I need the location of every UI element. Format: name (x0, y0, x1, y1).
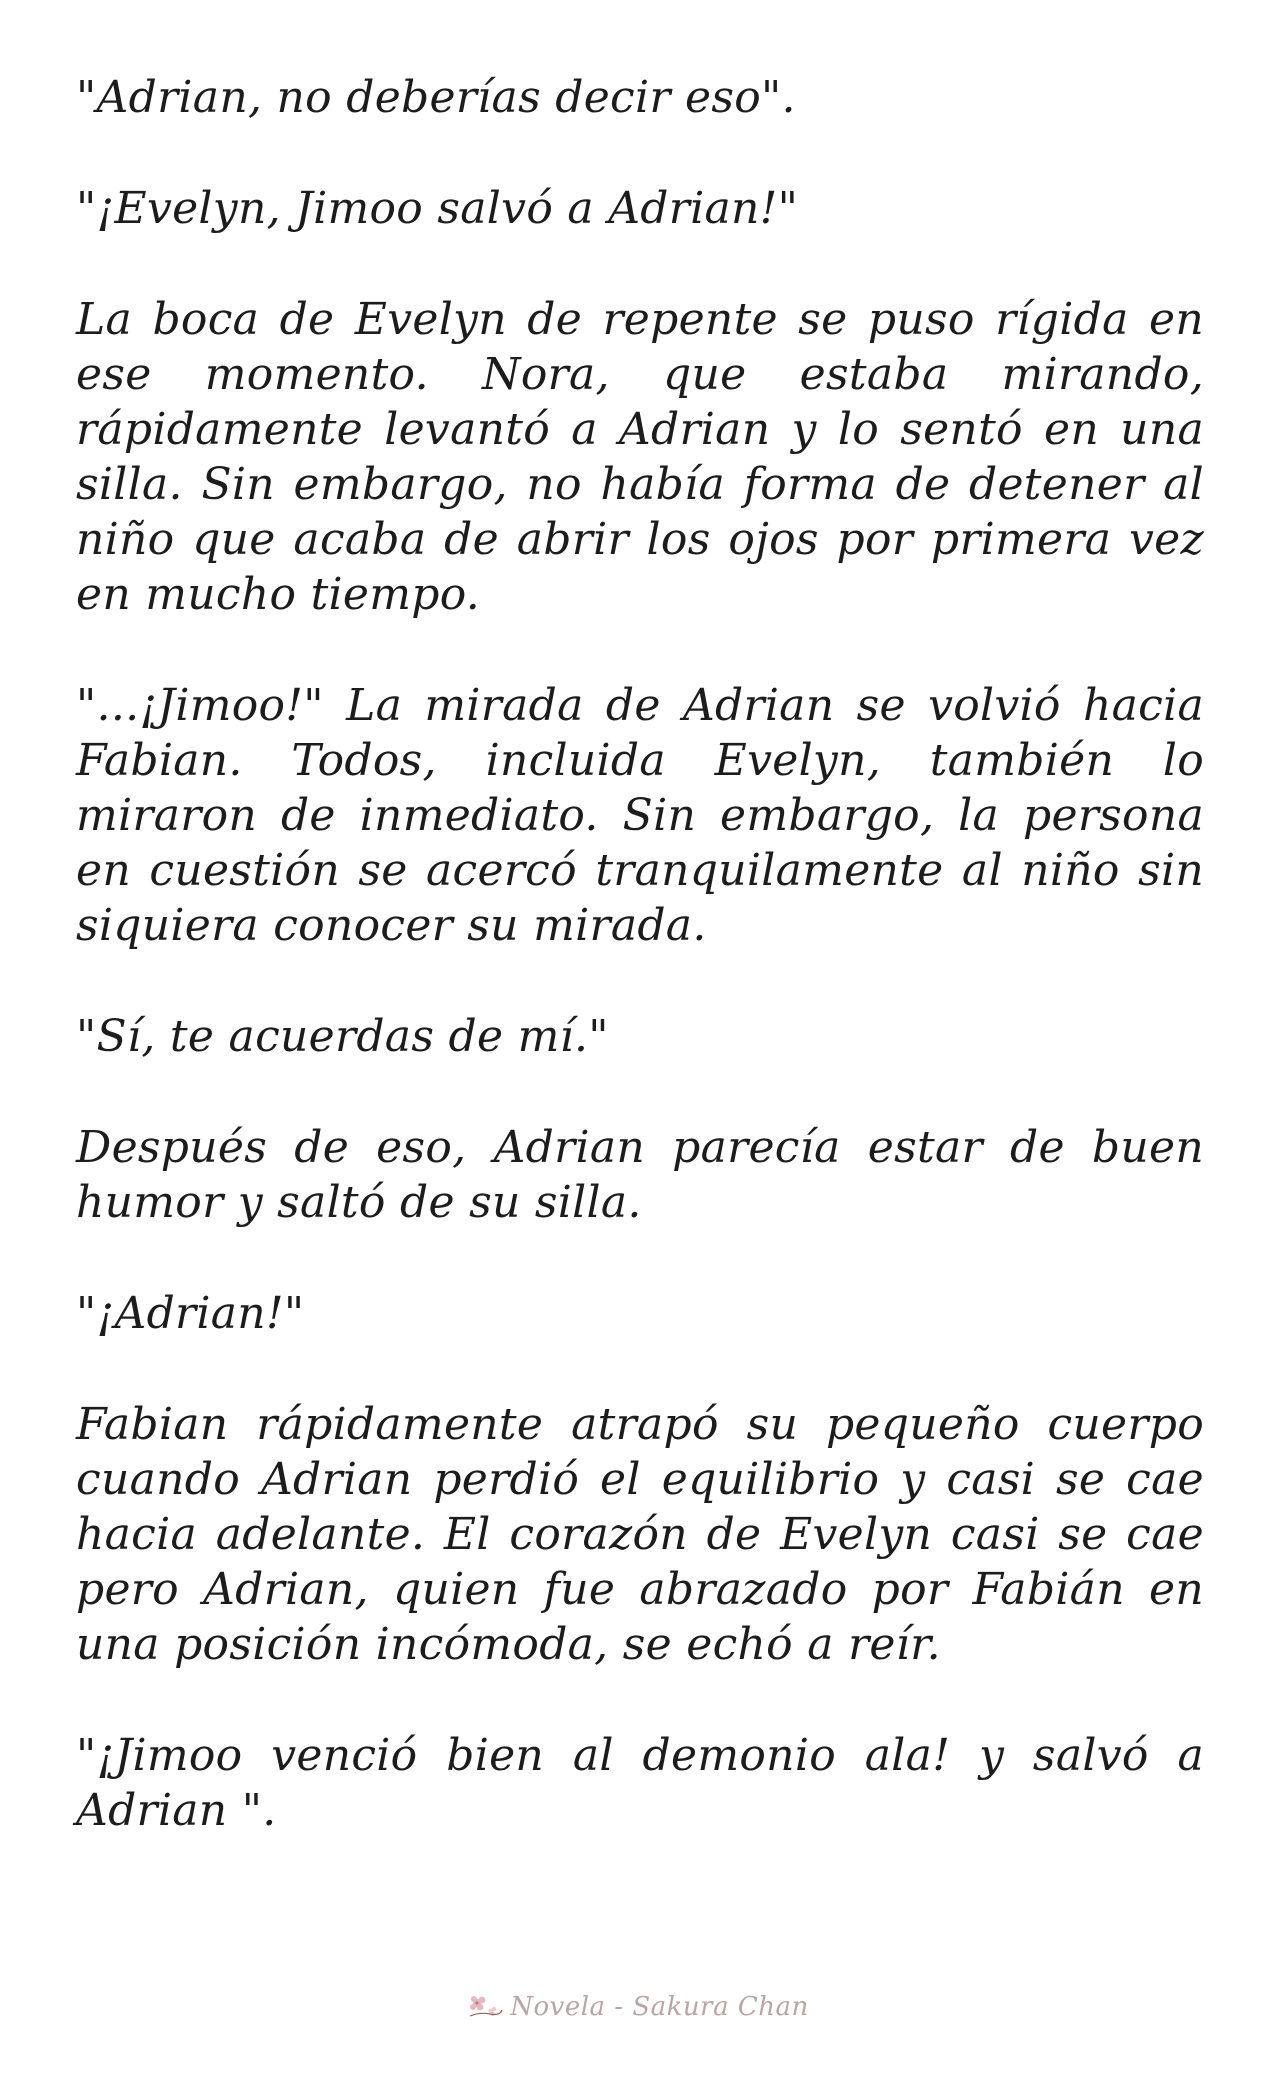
paragraph-8: Fabian rápidamente atrapó su pequeño cuerpo cuando Adrian perdió el equilibrio y casi se cae hacia adelante. El corazón de Evelyn casi se cae pero Adrian, quien fue abrazado por Fabián en una posición incómoda, se echó a reír. (76, 1399, 1204, 1670)
paragraph-6: Después de eso, Adrian parecía estar de buen humor y saltó de su silla. (76, 1122, 1204, 1228)
paragraph-3: La boca de Evelyn de repente se puso rígida en ese momento. Nora, que estaba mirando, rápidamente levantó a Adrian y lo sentó en una silla. Sin embargo, no había forma de detener al niño que acaba de abrir los ojos por primera vez en mucho tiempo. (76, 294, 1204, 620)
watermark (0, 1992, 1275, 2022)
paragraph-2: "¡Evelyn, Jimoo salvó a Adrian!" (76, 183, 799, 234)
watermark-text: Novela - Sakura Chan (510, 1992, 809, 2022)
paragraph-9: "¡Jimoo venció bien al demonio ala! y salvó a Adrian ". (76, 1730, 1204, 1836)
sakura-flower-icon (466, 1992, 504, 2022)
paragraph-1: "Adrian, no deberías decir eso". (76, 72, 796, 123)
paragraph-7: "¡Adrian!" (76, 1288, 305, 1339)
paragraph-5: "Sí, te acuerdas de mí." (76, 1011, 609, 1062)
paragraph-4: "...¡Jimoo!" La mirada de Adrian se volvió hacia Fabian. Todos, incluida Evelyn, también lo miraron de inmediato. Sin embargo, la persona en cuestión se acercó tranquilamente al niño sin siquiera conocer su mirada. (76, 680, 1204, 951)
chapter-text (76, 70, 1204, 1894)
